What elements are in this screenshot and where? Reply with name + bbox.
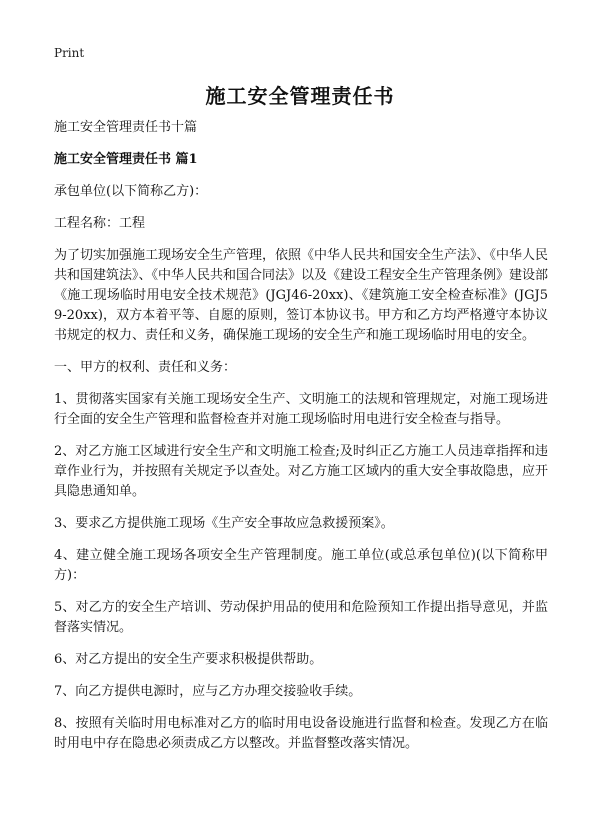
intro-paragraph: 为了切实加强施工现场安全生产管理，依照《中华人民共和国安全生产法》、《中华人民共和国建筑法》、《中华人民共和国合同法》以及《建设工程安全生产管理条例》建设部《施工现场临时用电安全技术规范》(JGJ46-20xx)、《建筑施工安全检查标准》(JGJ59-20xx)，双方本着平等、自愿的原则，签订本协议书。甲方和乙方均严格遵守本协议书规定的权力、责任和义务，确保施工现场的安全生产和施工现场临时用电的安全。 [54, 248, 549, 343]
clause-4: 4、建立健全施工现场各项安全生产管理制度。施工单位(或总承包单位)(以下简称甲方)： [54, 548, 548, 583]
clause-6: 6、对乙方提出的安全生产要求积极提供帮助。 [54, 652, 323, 667]
project-name-line: 工程名称：工程 [54, 216, 146, 231]
clause-8: 8、按照有关临时用电标准对乙方的临时用电设备设施进行监督和检查。发现乙方在临时用电中存在隐患必须责成乙方以整改。并监督整改落实情况。 [54, 716, 548, 751]
collection-title: 施工安全管理责任书十篇 [54, 120, 198, 135]
party-a-heading: 一、甲方的权利、责任和义务： [54, 360, 237, 375]
clause-7: 7、向乙方提供电源时，应与乙方办理交接验收手续。 [54, 684, 362, 699]
document-body [54, 118, 548, 766]
clause-3: 3、要求乙方提供施工现场《生产安全事故应急救援预案》。 [54, 516, 394, 531]
contractor-line: 承包单位(以下简称乙方)： [54, 184, 208, 199]
document-title: 施工安全管理责任书 [205, 84, 395, 108]
clause-5: 5、对乙方的安全生产培训、劳动保护用品的使用和危险预知工作提出指导意见，并监督落实情况。 [54, 600, 548, 635]
section-title: 施工安全管理责任书 篇1 [54, 152, 198, 167]
clause-1: 1、贯彻落实国家有关施工现场安全生产、文明施工的法规和管理规定，对施工现场进行全面的安全生产管理和监督检查并对施工现场临时用电进行安全检查与指导。 [54, 392, 548, 427]
print-label: Print [54, 46, 85, 60]
clause-2: 2、对乙方施工区域进行安全生产和文明施工检查;及时纠正乙方施工人员违章指挥和违章作业行为，并按照有关规定予以查处。对乙方施工区域内的重大安全事故隐患，应开具隐患通知单。 [54, 444, 549, 499]
